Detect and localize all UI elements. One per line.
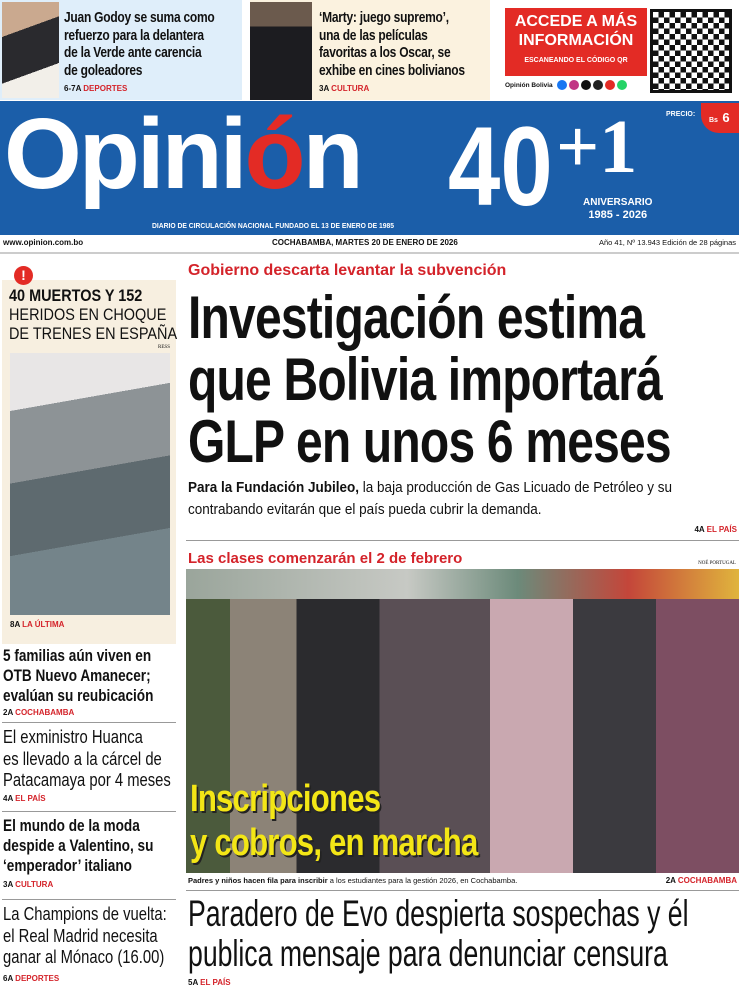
overlay-headline-line: Inscripciones: [190, 778, 381, 820]
headline-line: favoritas a los Oscar, se: [319, 44, 451, 61]
qr-code[interactable]: [650, 9, 732, 93]
page-ref: 3A: [319, 84, 329, 93]
train-crash-feature[interactable]: ! 40 MUERTOS Y 152 HERIDOS EN CHOQUE DE TRENES EN ESPAÑA RESS 8A LA ÚLTIMA: [2, 280, 176, 644]
tagline: DIARIO DE CIRCULACIÓN NACIONAL FUNDADO EL 13 DE ENERO DE 1985: [152, 221, 395, 230]
website-link[interactable]: www.opinion.com.bo: [3, 238, 84, 247]
alert-icon: !: [14, 266, 33, 285]
masthead: [0, 98, 739, 235]
youtube-icon[interactable]: [605, 80, 615, 90]
headline-line: Juan Godoy se suma como: [64, 9, 215, 26]
headline-line: una de las películas: [319, 26, 428, 44]
headline-line: de la Verde ante carencia: [64, 44, 202, 61]
headline-line: refuerzo para la delantera: [64, 26, 204, 44]
actor-photo: [250, 2, 312, 100]
promo-line: ESCANEANDO EL CÓDIGO QR: [524, 57, 628, 64]
instagram-icon[interactable]: [569, 80, 579, 90]
logo[interactable]: Opinión: [4, 98, 361, 210]
photo-credit: RESS: [158, 345, 170, 350]
anniversary-plus-one: +1: [556, 105, 638, 189]
anniversary-number: 40: [448, 104, 553, 229]
feature-headline-line: DE TRENES EN ESPAÑA: [9, 324, 178, 343]
section-label: CULTURA: [331, 84, 370, 93]
top-story-culture[interactable]: [250, 0, 490, 100]
headline-line: publica mensaje para denunciar censura: [188, 933, 668, 974]
top-story-sports[interactable]: [0, 0, 242, 100]
kicker: Las clases comenzarán el 2 de febrero: [188, 550, 463, 567]
train-wreck-photo: [10, 353, 170, 615]
promo-line: INFORMACIÓN: [518, 31, 634, 49]
headline-line: que Bolivia importará: [188, 346, 662, 413]
facebook-icon[interactable]: [557, 80, 567, 90]
price-label: PRECIO:: [666, 111, 696, 118]
tiktok-icon[interactable]: [593, 80, 603, 90]
social-label: Opinión Bolivia: [505, 81, 553, 89]
photo-credit: NOÉ PORTUGAL: [698, 561, 736, 566]
headline-line: ‘Marty: juego supremo’,: [319, 9, 449, 26]
x-icon[interactable]: [581, 80, 591, 90]
promo-line: ACCEDE A MÁS: [514, 13, 638, 30]
edition-date: COCHABAMBA, MARTES 20 DE ENERO DE 2026: [272, 238, 458, 247]
overlay-headline-line: y cobros, en marcha: [190, 822, 478, 864]
lead-text: Para la Fundación Jubileo, la baja producción de Gas Licuado de Petróleo y su: [188, 479, 673, 496]
anniversary-label: ANIVERSARIO: [583, 197, 653, 208]
whatsapp-icon[interactable]: [617, 80, 627, 90]
page-ref: 6-7A: [64, 84, 82, 93]
headline-line: de goleadores: [64, 61, 143, 79]
player-photo: [2, 2, 59, 98]
headline-line: Investigación estima: [188, 284, 645, 351]
feature-headline-line: HERIDOS EN CHOQUE: [9, 305, 167, 324]
edition-info: Año 41, Nº 13.943 Edición de 28 páginas: [598, 238, 736, 247]
feature-headline-bold: 40 MUERTOS Y 152: [9, 286, 143, 305]
price-badge: Bs 6: [701, 103, 739, 133]
headline-line: GLP en unos 6 meses: [188, 408, 671, 475]
headline-line: exhibe en cines bolivianos: [319, 61, 465, 79]
anniversary-years: 1985 - 2026: [588, 209, 648, 221]
school-registration-photo: [186, 569, 739, 873]
photo-caption: Padres y niños hacen fila para inscribir a los estudiantes para la gestión 2026, en Cochabamba.: [188, 876, 518, 885]
kicker: Gobierno descarta levantar la subvención: [188, 262, 507, 279]
headline-line: Paradero de Evo despierta sospechas y él: [188, 893, 689, 934]
qr-promo[interactable]: [505, 8, 647, 76]
lead-text: contrabando evitarán que el país pueda cubrir la demanda.: [188, 501, 542, 518]
section-label: DEPORTES: [83, 84, 128, 93]
